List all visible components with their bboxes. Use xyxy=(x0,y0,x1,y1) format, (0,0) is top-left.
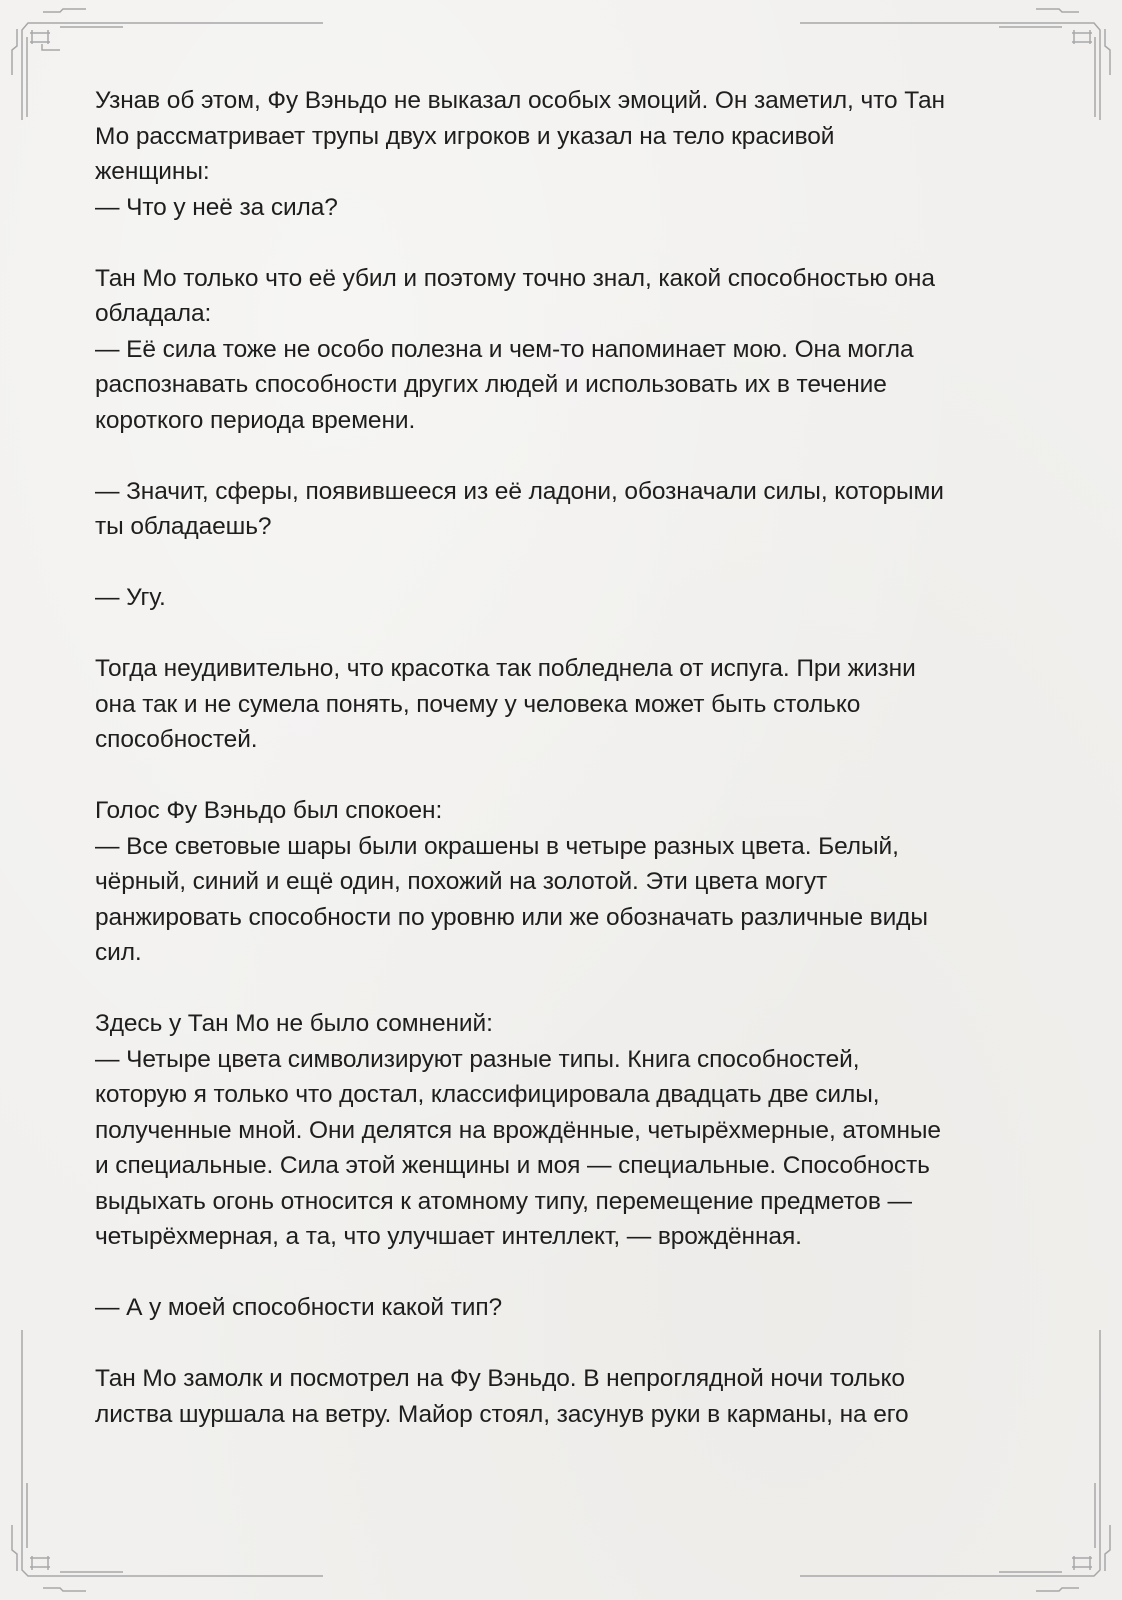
text-line: короткого периода времени. xyxy=(95,406,416,434)
paragraph xyxy=(95,651,1030,758)
document-body xyxy=(95,83,1030,1468)
text-line: выдыхать огонь относится к атомному типу, перемещение предметов — xyxy=(95,1187,912,1215)
paragraph xyxy=(95,1006,1030,1255)
paragraph xyxy=(95,1361,1030,1432)
text-line: распознавать способности других людей и использовать их в течение xyxy=(95,371,887,398)
paragraph xyxy=(95,580,1030,616)
text-line: ранжировать способности по уровню или же обозначать различные виды xyxy=(95,903,928,931)
text-line: Здесь у Тан Мо не было сомнений: xyxy=(95,1010,493,1037)
dialogue-line: — Угу. xyxy=(95,584,166,611)
text-line: женщины: xyxy=(95,158,210,185)
text-line: способностей. xyxy=(95,726,258,753)
paragraph xyxy=(95,793,1030,971)
dialogue-line: — Её сила тоже не особо полезна и чем-то напоминает мою. Она могла xyxy=(95,335,914,363)
text-line: Тогда неудивительно, что красотка так побледнела от испуга. При жизни xyxy=(95,655,916,682)
paragraph xyxy=(95,83,1030,225)
dialogue-line: — Четыре цвета символизируют разные типы. Книга способностей, xyxy=(95,1045,860,1073)
text-line: полученные мной. Они делятся на врождённые, четырёхмерные, атомные xyxy=(95,1116,941,1144)
text-line: Тан Мо замолк и посмотрел на Фу Вэньдо. В непроглядной ночи только xyxy=(95,1365,905,1392)
text-line: Узнав об этом, Фу Вэньдо не выказал особых эмоций. Он заметил, что Тан xyxy=(95,87,945,114)
text-line: сил. xyxy=(95,939,142,966)
text-line: Голос Фу Вэньдо был спокоен: xyxy=(95,797,443,824)
paragraph xyxy=(95,474,1030,545)
text-line: четырёхмерная, а та, что улучшает интеллект, — врождённая. xyxy=(95,1223,802,1250)
dialogue-line: — Все световые шары были окрашены в четыре разных цвета. Белый, xyxy=(95,832,899,860)
text-line: Тан Мо только что её убил и поэтому точно знал, какой способностью она xyxy=(95,264,935,292)
text-line: чёрный, синий и ещё один, похожий на золотой. Эти цвета могут xyxy=(95,868,828,895)
dialogue-line: — Значит, сферы, появившееся из её ладони, обозначали силы, которыми xyxy=(95,477,944,505)
text-line: обладала: xyxy=(95,300,212,327)
text-line: листва шуршала на ветру. Майор стоял, засунув руки в карманы, на его xyxy=(95,1400,909,1428)
text-line: ты обладаешь? xyxy=(95,513,272,540)
text-line: которую я только что достал, классифицировала двадцать две силы, xyxy=(95,1081,880,1108)
dialogue-line: — А у моей способности какой тип? xyxy=(95,1294,503,1321)
text-line: она так и не сумела понять, почему у человека может быть столько xyxy=(95,690,861,718)
dialogue-line: — Что у неё за сила? xyxy=(95,193,338,221)
text-line: Мо рассматривает трупы двух игроков и указал на тело красивой xyxy=(95,122,835,150)
paragraph xyxy=(95,1290,1030,1326)
paragraph xyxy=(95,261,1030,439)
text-line: и специальные. Сила этой женщины и моя — специальные. Способность xyxy=(95,1152,930,1179)
